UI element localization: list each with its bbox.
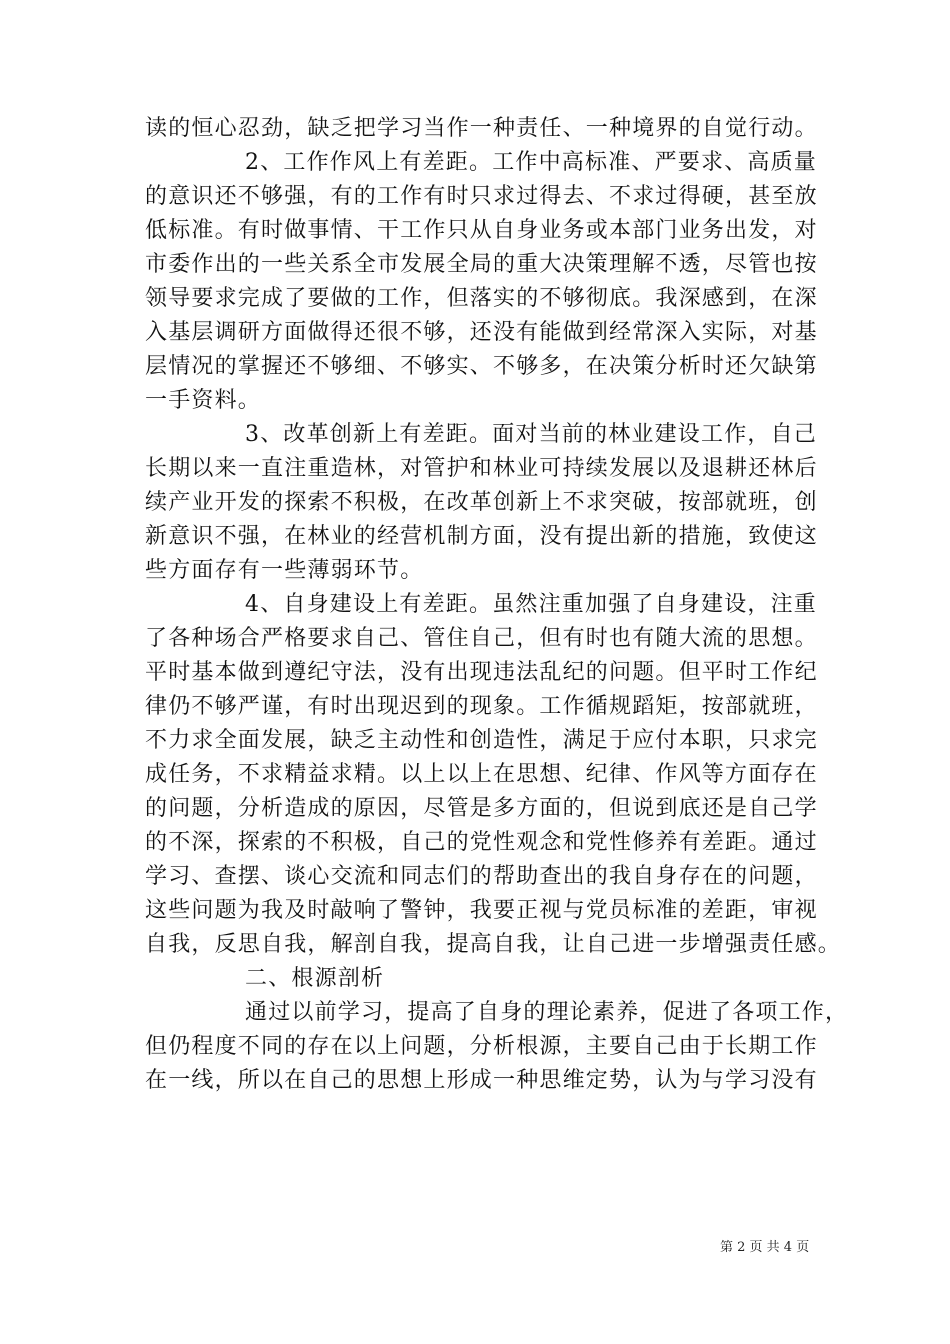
- text-line: 通过以前学习，提高了自身的理论素养，促进了各项工作，: [245, 1000, 849, 1025]
- text-line: 学习、查摆、谈心交流和同志们的帮助查出的我自身存在的问题，: [145, 864, 818, 889]
- page-number: 第 2 页 共 4 页: [720, 1240, 810, 1255]
- document-page: [145, 112, 849, 1098]
- text-line: 些方面存有一些薄弱环节。: [145, 558, 424, 583]
- text-line: 律仍不够严谨，有时出现迟到的现象。工作循规蹈矩，按部就班，: [145, 694, 818, 719]
- document-body: [145, 112, 849, 1098]
- text-line: 低标准。有时做事情、干工作只从自身业务或本部门业务出发，对: [145, 218, 818, 243]
- text-line: 了各种场合严格要求自己、管住自己，但有时也有随大流的思想。: [145, 626, 818, 651]
- text-line: 的问题，分析造成的原因，尽管是多方面的，但说到底还是自己学: [145, 796, 818, 821]
- text-line: 这些问题为我及时敲响了警钟，我要正视与党员标准的差距，审视: [145, 898, 818, 923]
- text-line: 3、改革创新上有差距。面对当前的林业建设工作，自己: [245, 422, 817, 447]
- text-line: 一手资料。: [145, 388, 262, 413]
- text-line: 不力求全面发展，缺乏主动性和创造性，满足于应付本职，只求完: [145, 728, 818, 753]
- text-line: 新意识不强，在林业的经营机制方面，没有提出新的措施，致使这: [145, 524, 818, 549]
- text-line: 市委作出的一些关系全市发展全局的重大决策理解不透，尽管也按: [145, 252, 818, 277]
- text-line: 在一线，所以在自己的思想上形成一种思维定势，认为与学习没有: [145, 1068, 818, 1093]
- text-line: 领导要求完成了要做的工作，但落实的不够彻底。我深感到，在深: [145, 286, 818, 311]
- text-line: 续产业开发的探索不积极，在改革创新上不求突破，按部就班，创: [145, 490, 818, 515]
- text-line: 4、自身建设上有差距。虽然注重加强了自身建设，注重: [245, 592, 817, 617]
- text-line: 2、工作作风上有差距。工作中高标准、严要求、高质量: [245, 150, 817, 175]
- text-line: 入基层调研方面做得还很不够，还没有能做到经常深入实际，对基: [145, 320, 818, 345]
- text-line: 平时基本做到遵纪守法，没有出现违法乱纪的问题。但平时工作纪: [145, 660, 818, 685]
- text-line: 长期以来一直注重造林，对管护和林业可持续发展以及退耕还林后: [145, 456, 818, 481]
- text-line: 读的恒心忍劲，缺乏把学习当作一种责任、一种境界的自觉行动。: [145, 116, 818, 141]
- text-line: 层情况的掌握还不够细、不够实、不够多，在决策分析时还欠缺第: [145, 354, 818, 379]
- text-line: 成任务，不求精益求精。以上以上在思想、纪律、作风等方面存在: [145, 762, 818, 787]
- text-line: 的意识还不够强，有的工作有时只求过得去、不求过得硬，甚至放: [145, 184, 818, 209]
- text-line: 二、根源剖析: [245, 966, 385, 991]
- text-line: 自我，反思自我，解剖自我，提高自我，让自己进一步增强责任感。: [145, 932, 842, 957]
- text-line: 但仍程度不同的存在以上问题，分析根源，主要自己由于长期工作: [145, 1034, 818, 1059]
- text-line: 的不深，探索的不积极，自己的党性观念和党性修养有差距。通过: [145, 830, 818, 855]
